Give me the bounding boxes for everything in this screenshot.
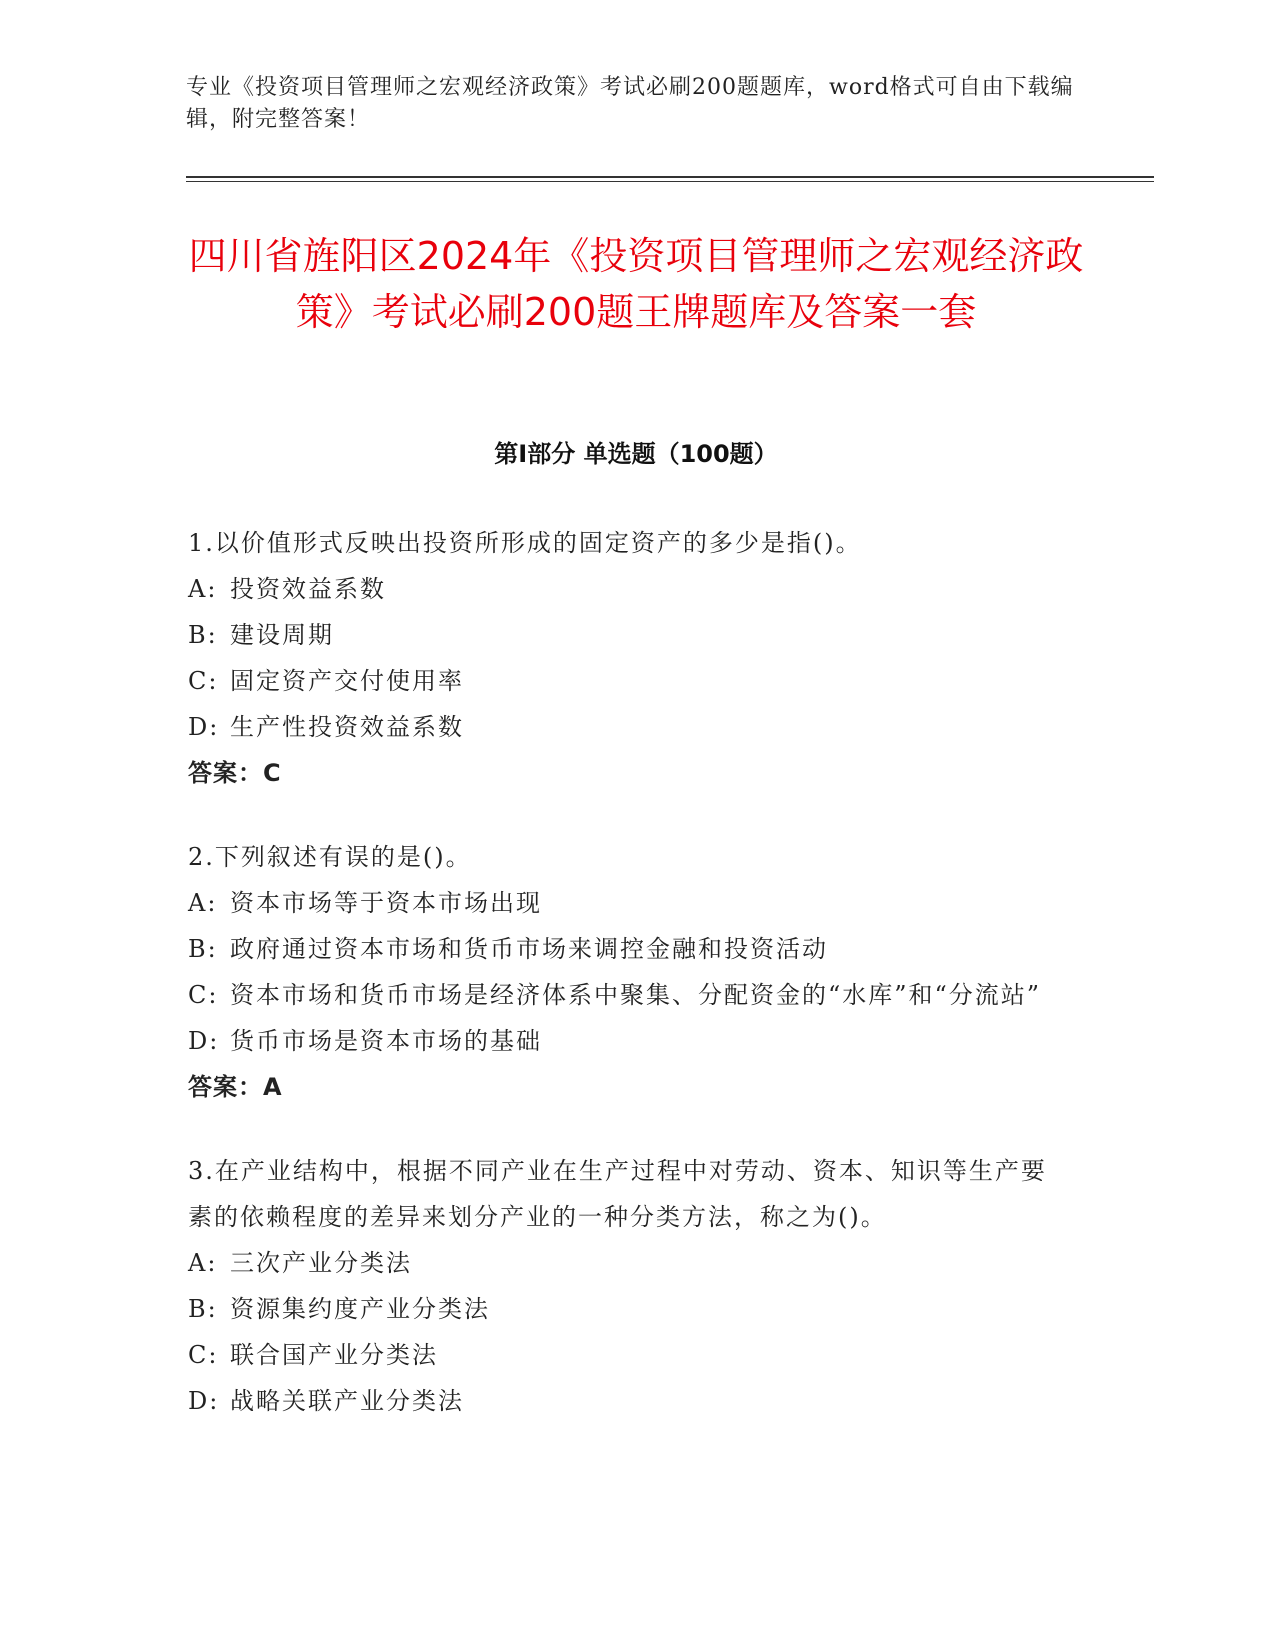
option-text: 投资效益系数 — [230, 575, 386, 603]
option-letter: B: — [188, 1295, 218, 1323]
question-text: 3.在产业结构中，根据不同产业在生产过程中对劳动、资本、知识等生产要素的依赖程度的差异来划分产业的一种分类方法，称之为()。 — [188, 1157, 1047, 1231]
option-c — [188, 972, 1068, 1018]
option-a — [188, 880, 1068, 926]
option-letter: D: — [188, 1387, 220, 1415]
option-text: 货币市场是资本市场的基础 — [230, 1027, 542, 1055]
question-3 — [188, 1148, 1068, 1424]
option-d — [188, 704, 1068, 750]
option-text: 政府通过资本市场和货币市场来调控金融和投资活动 — [230, 935, 828, 963]
header-divider-thick — [186, 176, 1154, 178]
question-list — [188, 520, 1068, 1462]
option-a — [188, 566, 1068, 612]
option-letter: C: — [188, 667, 219, 695]
option-d — [188, 1018, 1068, 1064]
option-letter: A: — [188, 575, 218, 603]
option-letter: B: — [188, 621, 218, 649]
option-a — [188, 1240, 1068, 1286]
option-letter: C: — [188, 981, 219, 1009]
question-1 — [188, 520, 1068, 796]
option-letter: B: — [188, 935, 218, 963]
option-b — [188, 612, 1068, 658]
option-letter: A: — [188, 889, 218, 917]
option-letter: D: — [188, 713, 220, 741]
option-d — [188, 1378, 1068, 1424]
answer-line: 答案：C — [188, 759, 282, 787]
option-text: 固定资产交付使用率 — [230, 667, 464, 695]
option-text: 生产性投资效益系数 — [230, 713, 464, 741]
option-text: 资本市场等于资本市场出现 — [230, 889, 542, 917]
option-text: 建设周期 — [230, 621, 334, 649]
option-text: 战略关联产业分类法 — [230, 1387, 464, 1415]
option-text: 资源集约度产业分类法 — [230, 1295, 490, 1323]
option-c — [188, 1332, 1068, 1378]
answer-line: 答案：A — [188, 1073, 283, 1101]
section-title: 第I部分 单选题（100题） — [494, 440, 778, 468]
question-text: 2.下列叙述有误的是()。 — [188, 843, 472, 871]
option-b — [188, 926, 1068, 972]
document-title: 四川省旌阳区2024年《投资项目管理师之宏观经济政策》考试必刷200题王牌题库及答案一套 — [188, 234, 1084, 334]
option-letter: C: — [188, 1341, 219, 1369]
option-letter: A: — [188, 1249, 218, 1277]
option-text: 资本市场和货币市场是经济体系中聚集、分配资金的“水库”和“分流站” — [230, 981, 1042, 1009]
option-c — [188, 658, 1068, 704]
option-letter: D: — [188, 1027, 220, 1055]
option-text: 三次产业分类法 — [230, 1249, 412, 1277]
header-divider-thin — [186, 181, 1154, 182]
question-2 — [188, 834, 1068, 1110]
question-text: 1.以价值形式反映出投资所形成的固定资产的多少是指()。 — [188, 529, 862, 557]
header-note: 专业《投资项目管理师之宏观经济政策》考试必刷200题题库，word格式可自由下载编辑，附完整答案！ — [186, 75, 1074, 132]
option-text: 联合国产业分类法 — [230, 1341, 438, 1369]
option-b — [188, 1286, 1068, 1332]
